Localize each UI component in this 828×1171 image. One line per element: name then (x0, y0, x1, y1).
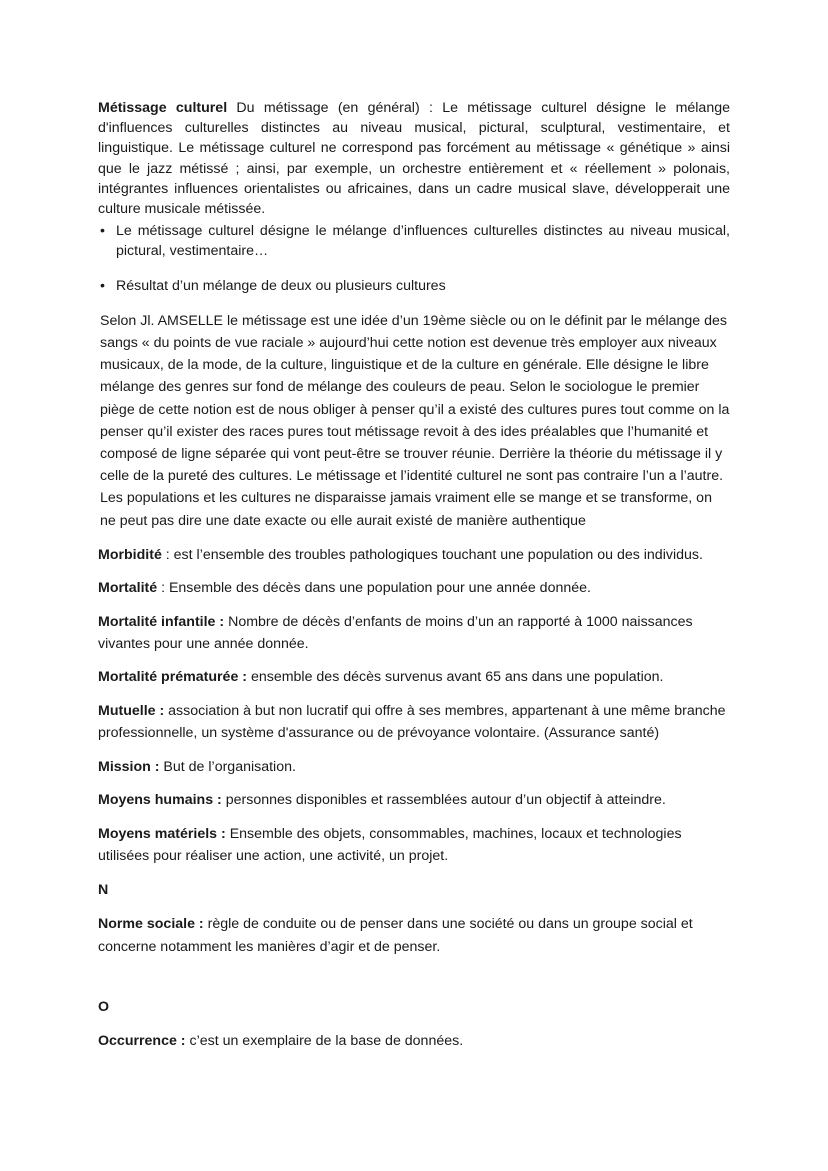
entry-mortalite (98, 577, 730, 599)
term-occurrence: Occurrence : (98, 1033, 186, 1050)
definition: ensemble des décès survenus avant 65 ans dans une population. (247, 669, 664, 686)
entry-mortalite-prematuree (98, 666, 730, 688)
entry-mutuelle (98, 700, 730, 745)
definition: : Ensemble des décès dans une population pour une année donnée. (157, 580, 591, 597)
term-norme-sociale: Norme sociale : (98, 916, 204, 933)
definition: Nombre de décès d’enfants de moins d’un an rapporté à 1000 naissances vivantes pour une année donnée. (98, 613, 693, 653)
term-mortalite-infantile: Mortalité infantile : (98, 613, 225, 630)
metissage-paragraph (98, 98, 730, 219)
amselle-paragraph: Selon Jl. AMSELLE le métissage est une idée d’un 19ème siècle ou on le définit par le mélange des sangs « du points de vue raciale » aujourd’hui cette notion est devenue très employer aux niveaux musicaux, de la mode, de la culture, linguistique et de la culture en générale. Elle désigne le libre mélange des genres sur fond de mélange des couleurs de peau. Selon le sociologue le premier piège de cette notion est de nous obliger à penser qu’il a existé des cultures pures tout comme on la penser qu’il exister des races pures tout métissage revoit à des ides préalables que l’humanité et composé de ligne séparée qui vont peut-être se trouver réunie. Derrière la théorie du métissage il y celle de la pureté des cultures. Le métissage et l’identité culturel ne sont pas contraire l’un a l’autre. Les populations et les cultures ne disparaisse jamais vraiment elle se mange et se transforme, on ne peut pas dire une date exacte ou elle aurait existé de manière authentique (100, 312, 730, 529)
section-letter-n: N (98, 882, 109, 899)
entry-mission (98, 756, 730, 778)
entry-occurrence (98, 1030, 730, 1052)
term-mission: Mission : (98, 758, 160, 775)
definition: But de l’organisation. (159, 758, 296, 775)
term-moyens-materiels: Moyens matériels : (98, 825, 226, 842)
list-item: • Résultat d’un mélange de deux ou plusieurs cultures (98, 276, 730, 296)
term-morbidite: Morbidité (98, 546, 162, 563)
definition: personnes disponibles et rassemblées autour d’un objectif à atteindre. (221, 792, 666, 809)
definition: : est l’ensemble des troubles pathologiques touchant une population ou des individus. (161, 546, 703, 563)
term-mutuelle: Mutuelle : (98, 702, 165, 719)
section-letter-o: O (98, 999, 110, 1016)
term-moyens-humains: Moyens humains : (98, 792, 222, 809)
definition: association à but non lucratif qui offre à ses membres, appartenant à une même branche professionnelle, un système d'assurance ou de prévoyance volontaire. (Assurance santé) (98, 702, 726, 742)
entry-morbidite (98, 544, 730, 566)
entry-norme-sociale (98, 913, 730, 958)
term-mortalite-prematuree: Mortalité prématurée : (98, 669, 248, 686)
entry-mortalite-infantile (98, 611, 730, 656)
list-item: • Le métissage culturel désigne le mélange d’influences culturelles distinctes au niveau musical, pictural, vestimentaire… (98, 221, 730, 261)
definition: c’est un exemplaire de la base de données. (185, 1033, 464, 1050)
definition: Ensemble des objets, consommables, machines, locaux et technologies utilisées pour réaliser une action, une activité, un projet. (98, 825, 682, 864)
definition: règle de conduite ou de penser dans une société ou dans un groupe social et concerne notamment les manières d’agir et de penser. (98, 916, 693, 955)
entry-moyens-humains (98, 789, 730, 811)
metissage-definition: Du métissage (en général) : Le métissage culturel désigne le mélange d'influences culturelles distinctes au niveau musical, pictural, sculptural, vestimentaire, et linguistique. Le métissage culturel ne correspond pas forcément au métissage « génétique » ainsi que le jazz métissé ; ainsi, par exemple, un orchestre entièrement et « réellement » polonais, intégrantes influences orientalistes ou africaines, dans un cadre musical slave, développerait une culture musicale métissée. (98, 100, 730, 218)
entry-moyens-materiels (98, 823, 730, 868)
document-page (98, 98, 730, 1053)
metissage-bullet-list (98, 221, 730, 296)
term-metissage-culturel: Métissage culturel (98, 100, 228, 116)
term-mortalite: Mortalité (98, 580, 158, 597)
